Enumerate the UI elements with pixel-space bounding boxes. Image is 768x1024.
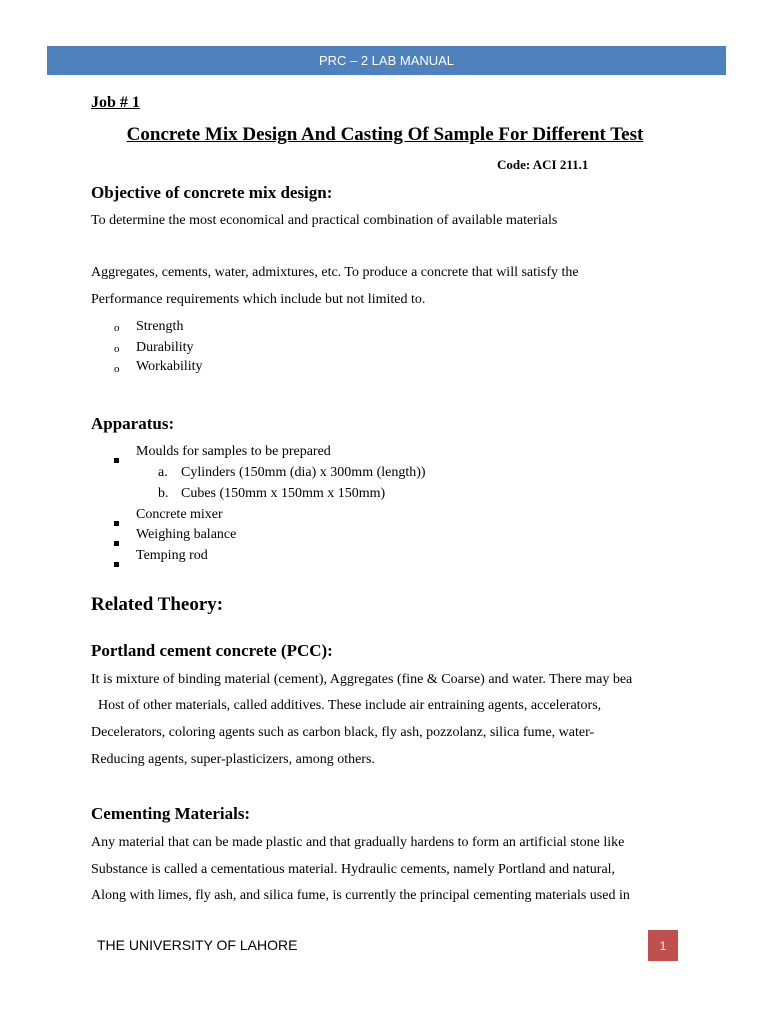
objective-heading: Objective of concrete mix design: [91,183,333,202]
job-number: Job # 1 [91,94,140,111]
square-bullet-icon [114,450,119,468]
page-number-badge [648,930,678,961]
apparatus-item-moulds: Moulds for samples to be prepared [136,444,331,459]
circle-bullet-icon: o [114,343,120,355]
page-number: 1 [659,938,667,953]
pcc-line: Host of other materials, called additives. These include air entraining agents, accelerators, [98,698,602,713]
sub-item-text: Cubes (150mm x 150mm x 150mm) [181,486,386,501]
cementing-heading: Cementing Materials: [91,804,251,823]
sub-item-marker: a. [158,465,168,480]
document-title [0,124,768,146]
apparatus-item: Temping rod [136,548,208,563]
code-reference: Code: ACI 211.1 [497,157,589,172]
objective-line-3: Performance requirements which include but not limited to. [91,292,426,307]
pcc-line: Decelerators, coloring agents such as carbon black, fly ash, pozzolanz, silica fume, water- [91,725,595,740]
circle-bullet-icon: o [114,363,120,375]
cementing-line: Substance is called a cementatious material. Hydraulic cements, namely Portland and natural, [91,862,616,877]
objective-line-1: To determine the most economical and practical combination of available materials [91,213,558,228]
apparatus-item: Weighing balance [136,527,237,542]
objective-item: Workability [136,359,203,374]
square-bullet-icon [114,513,119,531]
cementing-line: Along with limes, fly ash, and silica fume, is currently the principal cementing materials used in [91,888,630,903]
footer-university: THE UNIVERSITY OF LAHORE [97,937,298,953]
circle-bullet-icon: o [114,322,120,334]
objective-item: Durability [136,340,194,355]
cementing-line: Any material that can be made plastic and that gradually hardens to form an artificial stone like [91,835,625,850]
pcc-line: Reducing agents, super-plasticizers, among others. [91,752,375,767]
square-bullet-icon [114,554,119,572]
running-header [47,46,726,75]
square-bullet-icon [114,533,119,551]
apparatus-heading: Apparatus: [91,414,175,433]
pcc-line: It is mixture of binding material (cement), Aggregates (fine & Coarse) and water. There may bea [91,672,633,687]
document-title-text: Concrete Mix Design And Casting Of Sample For Different Test [126,124,644,145]
header-title: PRC – 2 LAB MANUAL [318,53,455,68]
pcc-heading: Portland cement concrete (PCC): [91,641,333,660]
objective-item: Strength [136,319,184,334]
objective-line-2: Aggregates, cements, water, admixtures, etc. To produce a concrete that will satisfy the [91,265,579,280]
related-theory-heading: Related Theory: [91,594,224,615]
sub-item-text: Cylinders (150mm (dia) x 300mm (length)) [181,465,426,480]
sub-item-marker: b. [158,486,169,501]
apparatus-item: Concrete mixer [136,507,223,522]
